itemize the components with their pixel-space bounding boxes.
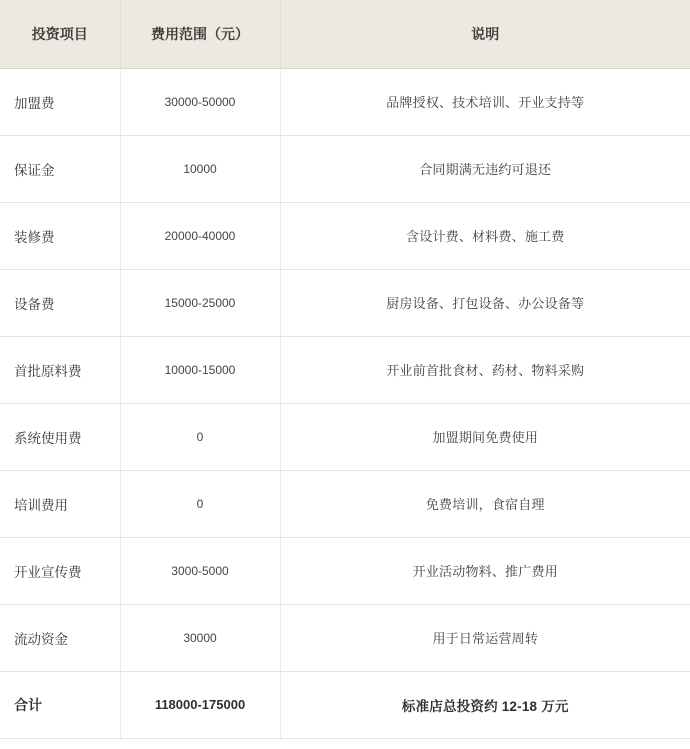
cell-item: 首批原料费 (0, 336, 120, 403)
cell-item: 培训费用 (0, 470, 120, 537)
cell-description: 品牌授权、技术培训、开业支持等 (280, 68, 690, 135)
table-row (0, 537, 690, 604)
cell-range: 0 (120, 470, 280, 537)
table-row (0, 269, 690, 336)
cell-range: 3000-5000 (120, 537, 280, 604)
cell-item: 系统使用费 (0, 403, 120, 470)
cell-range-total: 118000-175000 (120, 671, 280, 738)
cell-range: 10000 (120, 135, 280, 202)
cell-description: 加盟期间免费使用 (280, 403, 690, 470)
cell-description: 合同期满无违约可退还 (280, 135, 690, 202)
cell-range: 30000 (120, 604, 280, 671)
cell-range: 10000-15000 (120, 336, 280, 403)
table-row (0, 68, 690, 135)
cell-description: 开业前首批食材、药材、物料采购 (280, 336, 690, 403)
cell-description: 开业活动物料、推广费用 (280, 537, 690, 604)
cell-range: 20000-40000 (120, 202, 280, 269)
cell-item-total: 合计 (0, 671, 120, 738)
cell-item: 开业宣传费 (0, 537, 120, 604)
cell-range: 15000-25000 (120, 269, 280, 336)
cell-item: 保证金 (0, 135, 120, 202)
cell-range: 0 (120, 403, 280, 470)
cell-description: 含设计费、材料费、施工费 (280, 202, 690, 269)
table-row (0, 336, 690, 403)
header-row (0, 0, 690, 68)
column-header-desc: 说明 (280, 0, 690, 68)
column-header-range: 费用范围（元） (120, 0, 280, 68)
cell-item: 加盟费 (0, 68, 120, 135)
cell-description: 厨房设备、打包设备、办公设备等 (280, 269, 690, 336)
cell-description: 免费培训，食宿自理 (280, 470, 690, 537)
cell-range: 30000-50000 (120, 68, 280, 135)
cell-item: 设备费 (0, 269, 120, 336)
table-total-row (0, 671, 690, 738)
table-body (0, 68, 690, 738)
table-row (0, 202, 690, 269)
table-row (0, 604, 690, 671)
cell-item: 流动资金 (0, 604, 120, 671)
table-row (0, 135, 690, 202)
column-header-item: 投资项目 (0, 0, 120, 68)
table-header (0, 0, 690, 68)
table-row (0, 403, 690, 470)
cell-item: 装修费 (0, 202, 120, 269)
cell-description-total: 标准店总投资约 12-18 万元 (280, 671, 690, 738)
table-row (0, 470, 690, 537)
cell-description: 用于日常运营周转 (280, 604, 690, 671)
